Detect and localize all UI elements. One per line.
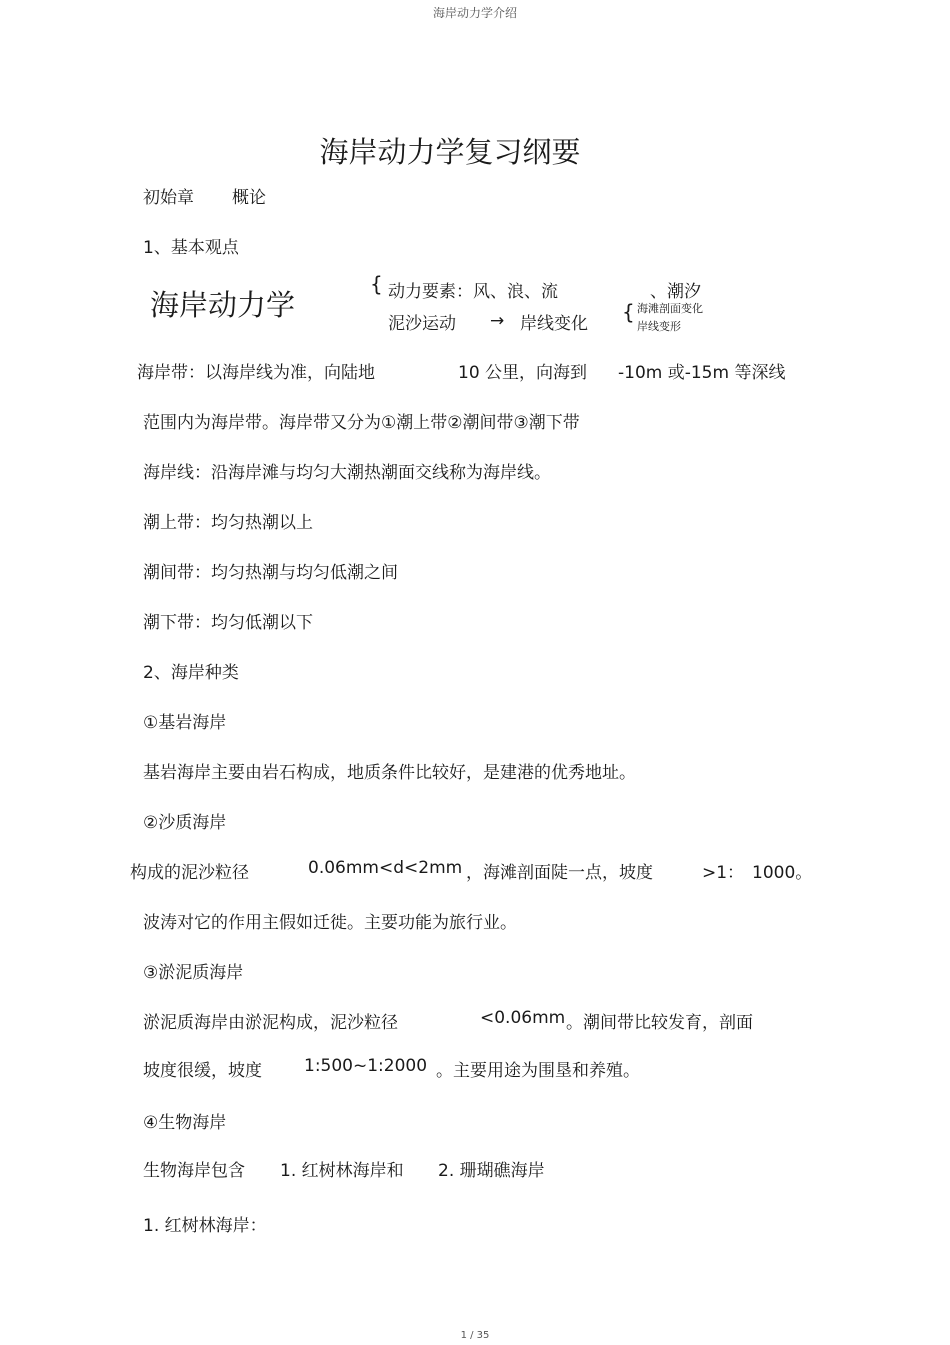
lower-zone-def: 潮下带：均匀低潮以下 — [143, 613, 313, 633]
mud-text-part6: 。主要用途为围垦和养殖。 — [436, 1061, 640, 1081]
sandy-text-part2: 0.06mm<d<2mm — [308, 858, 463, 878]
sandy-text-part5: 1000。 — [752, 863, 813, 883]
bedrock-heading: ①基岩海岸 — [143, 713, 227, 733]
mud-text-part5: 1:500~1:2000 — [304, 1056, 428, 1076]
diagram-sub-profile: 海滩剖面变化 — [637, 302, 703, 315]
bedrock-text: 基岩海岸主要由岩石构成，地质条件比较好，是建港的优秀地址。 — [143, 763, 636, 783]
page-header: 海岸动力学介绍 — [432, 6, 517, 20]
arrow-right-icon: → — [490, 311, 505, 331]
chapter-name: 初始章 — [143, 188, 194, 208]
sandy-text-part3: ，海滩剖面陡一点，坡度 — [466, 863, 653, 883]
left-brace-icon: { — [622, 300, 635, 324]
zone-def-part1: 海岸带：以海岸线为准，向陆地 — [137, 363, 375, 383]
upper-zone-def: 潮上带：均匀热潮以上 — [143, 513, 313, 533]
section-heading-1: 1、基本观点 — [143, 238, 239, 258]
sandy-text-2: 波涛对它的作用主假如迁徙。主要功能为旅行业。 — [143, 913, 517, 933]
mud-text-part3: 。潮间带比较发育，剖面 — [566, 1013, 753, 1033]
diagram-sub-deform: 岸线变形 — [637, 320, 681, 333]
mangrove-subheading: 1. 红树林海岸： — [143, 1216, 267, 1236]
sandy-text-part4: >1： — [702, 863, 745, 883]
bio-text-part3: 2. 珊瑚礁海岸 — [438, 1161, 545, 1181]
diagram-sediment: 泥沙运动 — [388, 314, 456, 334]
sandy-text-part1: 构成的泥沙粒径 — [130, 863, 249, 883]
mud-text-part2: <0.06mm — [480, 1008, 566, 1028]
section-heading-2: 2、海岸种类 — [143, 663, 239, 683]
diagram-subject: 海岸动力学 — [150, 288, 296, 322]
mud-text-part1: 淤泥质海岸由淤泥构成，泥沙粒径 — [143, 1013, 398, 1033]
left-brace-icon: { — [370, 272, 383, 296]
zone-def-part2: 10 公里，向海到 — [458, 363, 588, 383]
document-title: 海岸动力学复习纲要 — [319, 135, 581, 169]
diagram-change: 岸线变化 — [520, 314, 588, 334]
coastline-def: 海岸线：沿海岸滩与均匀大潮热潮面交线称为海岸线。 — [143, 463, 551, 483]
page-number: 1 / 35 — [460, 1330, 490, 1341]
bio-heading: ④生物海岸 — [143, 1113, 227, 1133]
chapter-topic: 概论 — [232, 188, 266, 208]
mud-heading: ③淤泥质海岸 — [143, 963, 244, 983]
diagram-tide: 、潮汐 — [650, 282, 701, 302]
zone-def-cont: 范围内为海岸带。海岸带又分为①潮上带②潮间带③潮下带 — [143, 413, 580, 433]
bio-text-part1: 生物海岸包含 — [143, 1161, 245, 1181]
bio-text-part2: 1. 红树林海岸和 — [280, 1161, 404, 1181]
intertidal-zone-def: 潮间带：均匀热潮与均匀低潮之间 — [143, 563, 398, 583]
mud-text-part4: 坡度很缓，坡度 — [143, 1061, 262, 1081]
zone-def-part3: -10m 或-15m 等深线 — [618, 363, 786, 383]
diagram-factors: 动力要素：风、浪、流 — [388, 282, 558, 302]
sandy-heading: ②沙质海岸 — [143, 813, 227, 833]
